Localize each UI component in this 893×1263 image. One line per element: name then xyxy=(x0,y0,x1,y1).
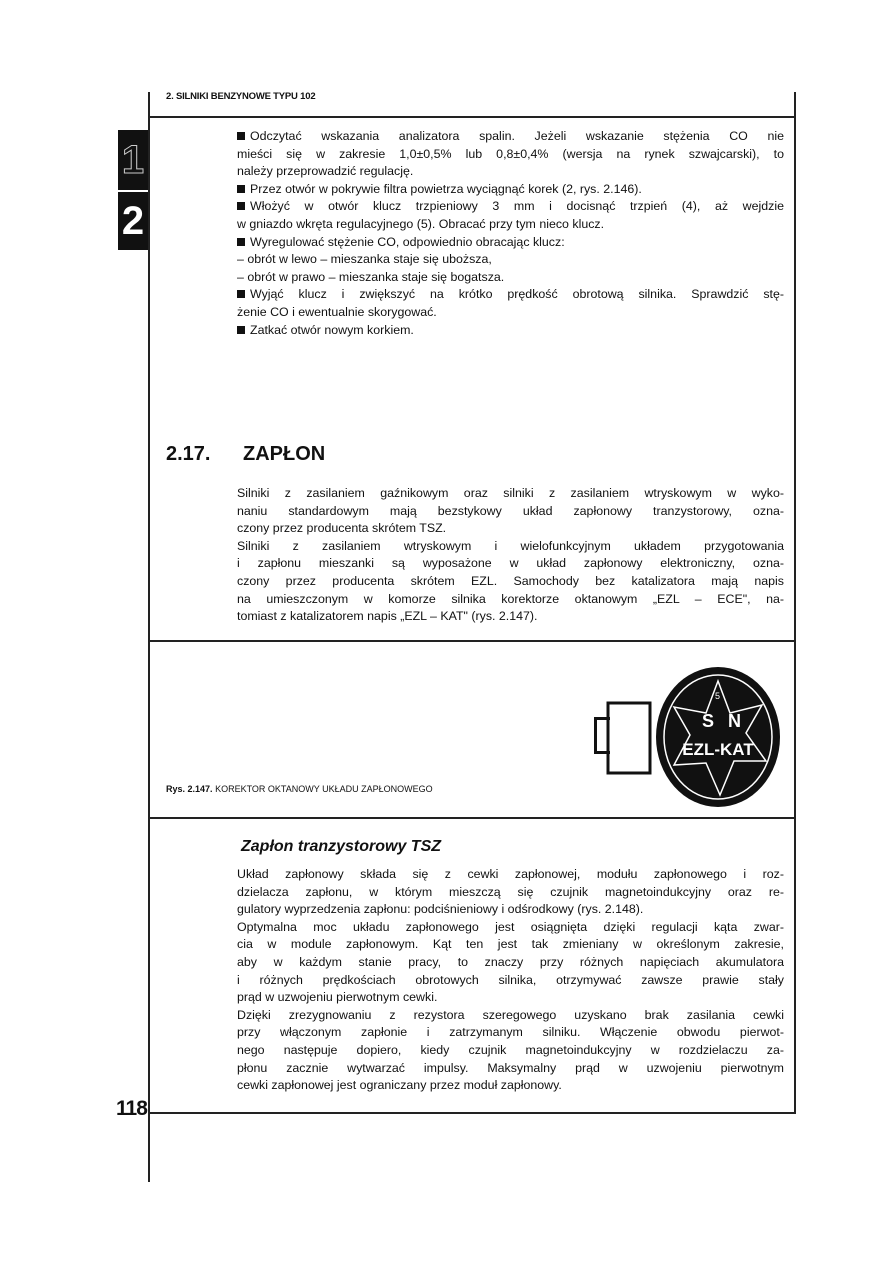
text-line xyxy=(237,1007,784,1025)
left-margin-rule xyxy=(148,92,150,1182)
text-line xyxy=(237,520,784,538)
text-line-content: cewki zapłonowej jest ograniczany przez moduł zapłonowy. xyxy=(237,1078,562,1093)
figure-top-rule xyxy=(148,640,795,642)
text-line xyxy=(237,304,784,322)
text-line-content: aby w każdym stanie pracy, to znaczy przy różnych napięciach akumulatora xyxy=(237,954,784,969)
text-line-content: nego następuje dopiero, kiedy czujnik magnetoindukcyjny w rozdzielaczu za- xyxy=(237,1042,784,1057)
text-line xyxy=(237,884,784,902)
figure-label: Rys. 2.147. xyxy=(166,784,213,794)
text-line-content: – obrót w lewo – mieszanka staje się uboższa, xyxy=(237,252,492,267)
text-line-content: Odczytać wskazania analizatora spalin. Jeżeli wskazanie stężenia CO nie xyxy=(250,129,784,143)
text-line xyxy=(237,972,784,990)
octane-corrector-figure xyxy=(590,665,790,815)
figure-bottom-rule xyxy=(148,817,795,819)
text-line-content: przy włączonym zapłonie i zatrzymanym silniku. Włączenie obwodu pierwot- xyxy=(237,1025,784,1040)
text-line-content: i zapłonu mieszanki są wyposażone w układ zapłonowy elektroniczny, ozna- xyxy=(237,556,784,571)
text-line-content: Układ zapłonowy składa się z cewki zapłonowej, modułu zapłonowego i roz- xyxy=(237,867,784,881)
text-line xyxy=(237,286,784,304)
instructions-list xyxy=(237,128,784,339)
text-line xyxy=(237,989,784,1007)
text-line xyxy=(237,181,784,199)
bullet-square-icon xyxy=(237,185,245,193)
text-line xyxy=(237,251,784,269)
footer-rule xyxy=(148,1112,795,1114)
text-line-content: czony przez producenta skrótem EZL. Samochody bez katalizatora mają napis xyxy=(237,573,784,588)
text-line xyxy=(237,216,784,234)
text-line-content: gulatory wyprzedzenia zapłonu: podciśnieniowy i odśrodkowy (rys. 2.148). xyxy=(237,902,644,917)
text-line-content: dzielacza zapłonu, w którym mieszczą się czujnik magnetoindukcyjny oraz re- xyxy=(237,884,784,899)
text-line xyxy=(237,866,784,884)
right-margin-rule xyxy=(794,92,796,1114)
text-line-content: i różnych prędkościach obrotowych silnika, otrzymywać zawsze prawie stały xyxy=(237,972,784,987)
text-line-content: płonu zacznie wytwarzać impulsy. Maksymalny prąd w uzwojeniu pierwotnym xyxy=(237,1060,784,1075)
text-line-content: w gniazdo wkręta regulacyjnego (5). Obracać przy tym nieco klucz. xyxy=(237,216,605,231)
section-title: ZAPŁON xyxy=(243,443,326,465)
subsection-body xyxy=(237,866,784,1095)
text-line xyxy=(237,555,784,573)
chapter-tab-2: 2 xyxy=(118,192,148,250)
text-line xyxy=(237,1077,784,1095)
text-line-content: Wyregulować stężenie CO, odpowiednio obracając klucz: xyxy=(250,234,565,249)
page-number: 118 xyxy=(116,1097,147,1120)
text-line-content: na umieszczonym w komorze silnika korektorze oktanowym „EZL – ECE", na- xyxy=(237,591,784,606)
running-head: 2. SILNIKI BENZYNOWE TYPU 102 xyxy=(166,91,316,102)
text-line-content: Optymalna moc układu zapłonowego jest osiągnięta dzięki regulacji kąta zwar- xyxy=(237,919,784,934)
text-line xyxy=(237,269,784,287)
text-line-content: Dzięki zrezygnowaniu z rezystora szeregowego uzyskano brak zasilania cewki xyxy=(237,1007,784,1022)
text-line-content: prąd w uzwojeniu pierwotnym cewki. xyxy=(237,990,438,1005)
text-line-content: Zatkać otwór nowym korkiem. xyxy=(250,322,414,337)
text-line xyxy=(237,591,784,609)
text-line-content: Przez otwór w pokrywie filtra powietrza wyciągnąć korek (2, rys. 2.146). xyxy=(250,181,642,196)
text-line-content: cia w module zapłonowym. Kąt ten jest tak zmieniany w określonym zakresie, xyxy=(237,937,784,952)
header-rule xyxy=(148,116,795,118)
text-line-content: Wyjąć klucz i zwiększyć na krótko prędkość obrotową silnika. Sprawdzić stę- xyxy=(250,287,784,302)
bullet-square-icon xyxy=(237,202,245,210)
text-line-content: czony przez producenta skrótem TSZ. xyxy=(237,521,447,536)
bullet-square-icon xyxy=(237,326,245,334)
text-line xyxy=(237,163,784,181)
text-line xyxy=(237,234,784,252)
figure-number: 5 xyxy=(715,691,721,701)
text-line xyxy=(237,485,784,503)
figure-caption xyxy=(166,784,433,794)
text-line xyxy=(237,954,784,972)
text-line xyxy=(237,573,784,591)
text-line-content: mieści się w zakresie 1,0±0,5% lub 0,8±0,4% (wersja na rynek szwajcarski), to xyxy=(237,146,784,161)
text-line xyxy=(237,936,784,954)
text-line xyxy=(237,146,784,164)
text-line xyxy=(237,128,784,146)
text-line xyxy=(237,919,784,937)
figure-letter-s: S xyxy=(702,711,715,731)
text-line-content: – obrót w prawo – mieszanka staje się bogatsza. xyxy=(237,269,505,284)
figure-caption-text: KOREKTOR OKTANOWY UKŁADU ZAPŁONOWEGO xyxy=(215,784,433,794)
text-line xyxy=(237,198,784,216)
bullet-square-icon xyxy=(237,132,245,140)
text-line-content: należy przeprowadzić regulację. xyxy=(237,164,414,179)
bullet-square-icon xyxy=(237,238,245,246)
text-line xyxy=(237,538,784,556)
text-line xyxy=(237,1060,784,1078)
text-line xyxy=(237,1042,784,1060)
subsection-title: Zapłon tranzystorowy TSZ xyxy=(241,838,442,855)
text-line xyxy=(237,322,784,340)
bullet-square-icon xyxy=(237,290,245,298)
text-line xyxy=(237,1024,784,1042)
chapter-tab-1: 1 xyxy=(118,130,148,190)
text-line-content: żenie CO i ewentualnie skorygować. xyxy=(237,304,437,319)
section-number: 2.17. xyxy=(166,443,211,465)
text-line xyxy=(237,608,784,626)
text-line-content: Włożyć w otwór klucz trzpieniowy 3 mm i docisnąć trzpień (4), aż wejdzie xyxy=(250,199,784,214)
text-line xyxy=(237,503,784,521)
text-line-content: Silniki z zasilaniem wtryskowym i wielofunkcyjnym układem przygotowania xyxy=(237,538,784,553)
text-line-content: naniu standardowym mają bezstykowy układ zapłonowy tranzystorowy, ozna- xyxy=(237,503,784,518)
text-line xyxy=(237,901,784,919)
figure-letter-n: N xyxy=(728,711,741,731)
figure-badge: EZL-KAT xyxy=(682,740,754,759)
text-line-content: tomiast z katalizatorem napis „EZL – KAT" (rys. 2.147). xyxy=(237,609,538,624)
text-line-content: Silniki z zasilaniem gaźnikowym oraz silniki z zasilaniem wtryskowym w wyko- xyxy=(237,486,784,500)
section-body xyxy=(237,485,784,626)
